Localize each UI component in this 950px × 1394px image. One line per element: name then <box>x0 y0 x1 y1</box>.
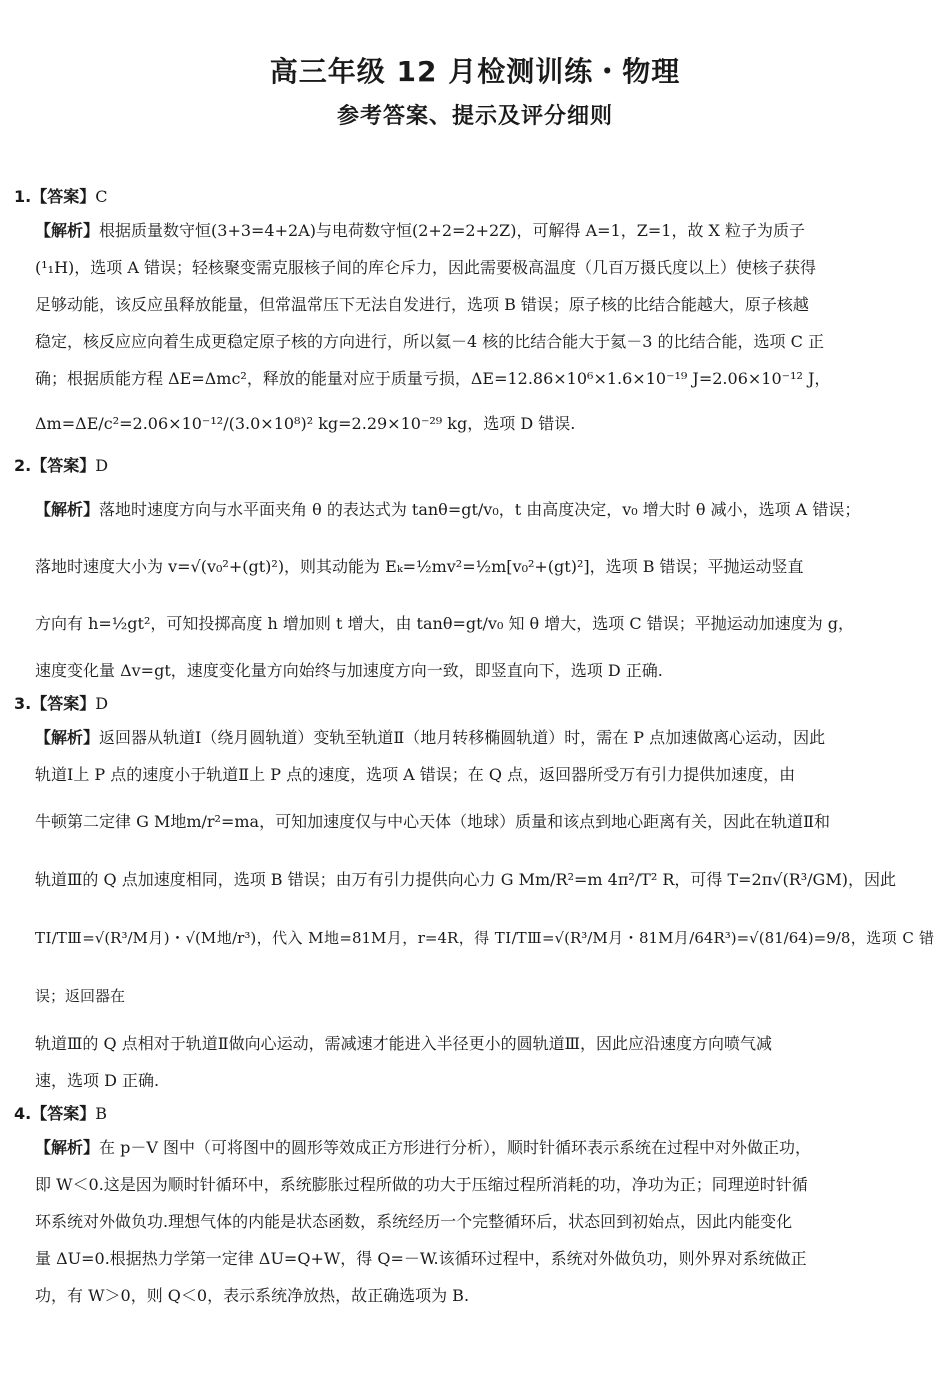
answer-line-3 <box>0 689 950 719</box>
question-number: 3. <box>14 694 32 713</box>
explanation-line: TⅠ/TⅢ=√(R³/M月)・√(M地/r³)，代入 M地=81M月，r=4R，得 TⅠ/TⅢ=√(R³/M月・81M月/64R³)=√(81/64)=9/8，选项 C 错误；返回器在 <box>35 929 934 1005</box>
answer-tag: 【答案】 <box>31 456 96 475</box>
question-4 <box>0 1099 950 1314</box>
explanation-line: 速，选项 D 正确. <box>35 1071 160 1090</box>
answer-value: D <box>95 694 109 713</box>
answer-tag: 【答案】 <box>31 694 96 713</box>
explanation-line: 量 ΔU=0.根据热力学第一定律 ΔU=Q+W，得 Q=－W.该循环过程中，系统对外做负功，则外界对系统做正 <box>35 1249 807 1268</box>
explanation-1 <box>0 212 950 451</box>
question-3 <box>0 689 950 1099</box>
explanation-tag: 【解析】 <box>35 1138 100 1157</box>
explanation-line: 稳定，核反应应向着生成更稳定原子核的方向进行，所以氦－4 核的比结合能大于氦－3 的比结合能，选项 C 正 <box>35 332 824 351</box>
explanation-line: 速度变化量 Δv=gt，速度变化量方向始终与加速度方向一致，即竖直向下，选项 D 正确. <box>35 661 663 680</box>
question-2 <box>0 451 950 689</box>
answer-tag: 【答案】 <box>31 1104 96 1123</box>
answers-body <box>0 182 950 1332</box>
explanation-line: (¹₁H)，选项 A 错误；轻核聚变需克服核子间的库仑斥力，因此需要极高温度（几百万摄氏度以上）使核子获得 <box>35 258 816 277</box>
answer-tag: 【答案】 <box>31 187 96 206</box>
explanation-line: 轨道Ⅰ上 P 点的速度小于轨道Ⅱ上 P 点的速度，选项 A 错误；在 Q 点，返回器所受万有引力提供加速度，由 <box>35 765 796 784</box>
explanation-line: 【解析】返回器从轨道Ⅰ（绕月圆轨道）变轨至轨道Ⅱ（地月转移椭圆轨道）时，需在 P 点加速做离心运动，因此 <box>35 728 826 747</box>
question-number: 4. <box>14 1104 32 1123</box>
explanation-line: 【解析】落地时速度方向与水平面夹角 θ 的表达式为 tanθ=gt/v₀，t 由高度决定，v₀ 增大时 θ 减小，选项 A 错误； <box>35 500 861 519</box>
explanation-line: 轨道Ⅲ的 Q 点相对于轨道Ⅱ做向心运动，需减速才能进入半径更小的圆轨道Ⅲ，因此应沿速度方向喷气减 <box>35 1034 773 1053</box>
explanation-line: 【解析】在 p－V 图中（可将图中的圆形等效成正方形进行分析），顺时针循环表示系统在过程中对外做正功， <box>35 1138 811 1157</box>
page-title: 高三年级 12 月检测训练・物理 <box>269 55 681 88</box>
explanation-line: 功，有 W＞0，则 Q＜0，表示系统净放热，故正确选项为 B. <box>35 1286 470 1305</box>
explanation-2 <box>0 481 950 689</box>
explanation-line: 确；根据质能方程 ΔE=Δmc²，释放的能量对应于质量亏损，ΔE=12.86×10⁶×1.6×10⁻¹⁹ J=2.06×10⁻¹² J， <box>35 369 831 388</box>
explanation-tag: 【解析】 <box>35 221 100 240</box>
answer-value: D <box>95 456 109 475</box>
explanation-3 <box>0 719 950 1099</box>
answer-line-4 <box>0 1099 950 1129</box>
answer-line-2 <box>0 451 950 481</box>
explanation-line: 方向有 h=½gt²，可知投掷高度 h 增加则 t 增大，由 tanθ=gt/v₀ 知 θ 增大，选项 C 错误；平抛运动加速度为 g， <box>35 614 855 633</box>
question-number: 2. <box>14 456 32 475</box>
question-1 <box>0 182 950 451</box>
answer-value: C <box>95 187 108 206</box>
explanation-line: 轨道Ⅲ的 Q 点加速度相同，选项 B 错误；由万有引力提供向心力 G Mm/R²=m 4π²/T² R，可得 T=2π√(R³/GM)，因此 <box>35 870 896 889</box>
explanation-line: 环系统对外做负功.理想气体的内能是状态函数，系统经历一个完整循环后，状态回到初始点，因此内能变化 <box>35 1212 793 1231</box>
explanation-line: 牛顿第二定律 G M地m/r²=ma，可知加速度仅与中心天体（地球）质量和该点到地心距离有关，因此在轨道Ⅱ和 <box>35 812 830 831</box>
question-number: 1. <box>14 187 32 206</box>
explanation-tag: 【解析】 <box>35 500 100 519</box>
explanation-line: 足够动能，该反应虽释放能量，但常温常压下无法自发进行，选项 B 错误；原子核的比结合能越大，原子核越 <box>35 295 809 314</box>
answer-value: B <box>95 1104 107 1123</box>
explanation-line: 即 W＜0.这是因为顺时针循环中，系统膨胀过程所做的功大于压缩过程所消耗的功，净功为正；同理逆时针循 <box>35 1175 808 1194</box>
page-subtitle: 参考答案、提示及评分细则 <box>336 104 613 129</box>
explanation-line: 【解析】根据质量数守恒(3+3=4+2A)与电荷数守恒(2+2=2+2Z)，可解得 A=1，Z=1，故 X 粒子为质子 <box>35 221 806 240</box>
explanation-tag: 【解析】 <box>35 728 100 747</box>
explanation-line: Δm=ΔE/c²=2.06×10⁻¹²/(3.0×10⁸)² kg=2.29×10⁻²⁹ kg，选项 D 错误. <box>35 414 576 433</box>
explanation-4 <box>0 1129 950 1314</box>
explanation-line: 落地时速度大小为 v=√(v₀²+(gt)²)，则其动能为 Eₖ=½mv²=½m[v₀²+(gt)²]，选项 B 错误；平抛运动竖直 <box>35 557 804 576</box>
answer-line-1 <box>0 182 950 212</box>
